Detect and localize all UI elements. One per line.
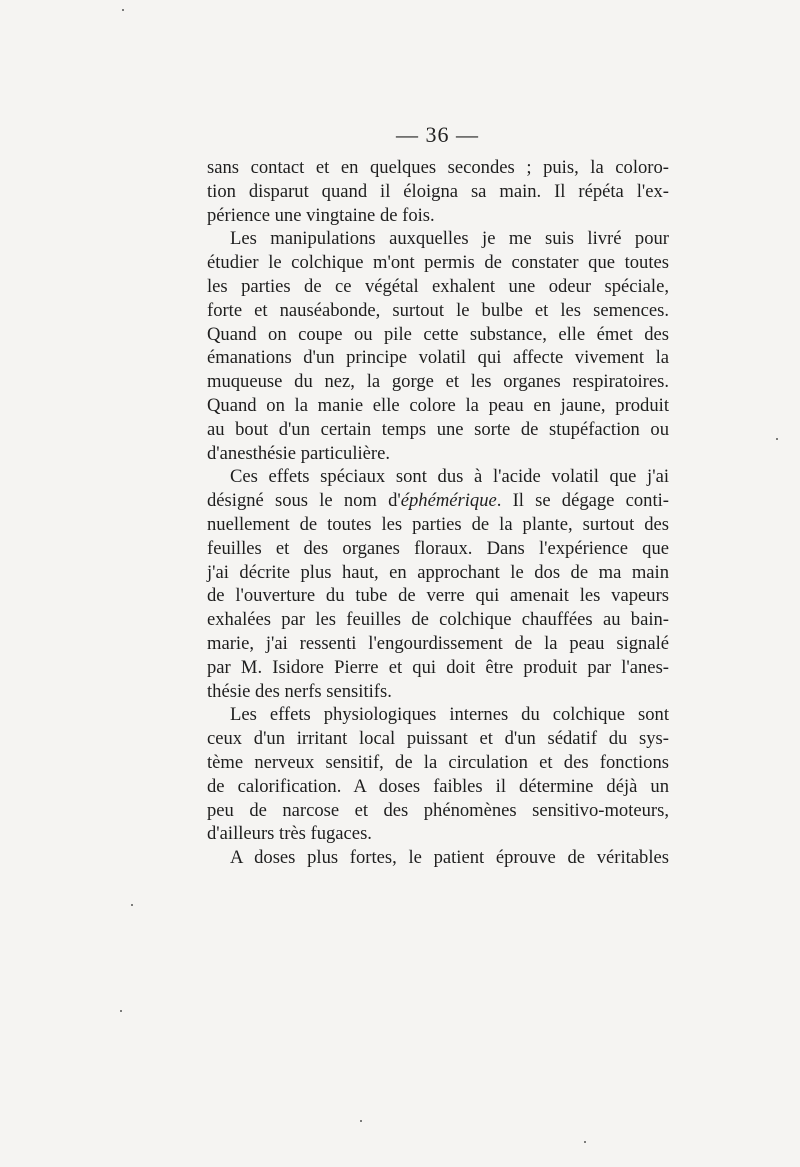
text-line: Ces effets spéciaux sont dus à l'acide volatil que j'ai	[230, 466, 669, 488]
text-line: feuilles et des organes floraux. Dans l'expérience que	[207, 537, 669, 559]
scan-speck	[584, 1141, 586, 1143]
text-fragment: . Il se dégage conti-	[496, 490, 669, 512]
text-line: nuellement de toutes les parties de la plante, surtout des	[207, 513, 669, 535]
text-line: sans contact et en quelques secondes ; puis, la coloro-	[207, 157, 669, 178]
page-number: — 36 —	[396, 122, 479, 147]
text-line: muqueuse du nez, la gorge et les organes respiratoires.	[207, 371, 669, 393]
scan-speck	[776, 438, 778, 440]
body-text	[207, 156, 669, 870]
text-line: thésie des nerfs sensitifs.	[207, 680, 392, 702]
text-line: d'anesthésie particulière.	[207, 442, 391, 464]
scan-speck	[131, 904, 133, 906]
text-fragment: désigné sous le nom d'	[207, 490, 401, 512]
text-line: de l'ouverture du tube de verre qui amenait les vapeurs	[207, 585, 669, 607]
scan-speck	[120, 1010, 122, 1012]
text-line: j'ai décrite plus haut, en approchant le dos de ma main	[207, 561, 669, 583]
text-line: marie, j'ai ressenti l'engourdissement de la peau signalé	[207, 632, 669, 654]
text-line: les parties de ce végétal exhalent une odeur spéciale,	[207, 275, 669, 297]
text-line: tion disparut quand il éloigna sa main. Il répéta l'ex-	[207, 180, 669, 202]
text-line: A doses plus fortes, le patient éprouve de véritables	[230, 847, 669, 869]
text-line: Quand on coupe ou pile cette substance, elle émet des	[207, 323, 669, 345]
text-line: ceux d'un irritant local puissant et d'un sédatif du sys-	[207, 728, 669, 750]
text-line: par M. Isidore Pierre et qui doit être produit par l'anes-	[207, 656, 669, 678]
text-line: Quand on la manie elle colore la peau en jaune, produit	[207, 394, 669, 416]
text-line: périence une vingtaine de fois.	[207, 204, 435, 226]
text-line: Les effets physiologiques internes du colchique sont	[230, 704, 669, 726]
scan-speck	[360, 1120, 362, 1122]
scan-speck	[122, 9, 124, 11]
emphasized-term: éphémérique	[400, 490, 497, 512]
text-line: émanations d'un principe volatil qui affecte vivement la	[207, 347, 669, 369]
text-line: d'ailleurs très fugaces.	[207, 823, 372, 845]
text-line: de calorification. A doses faibles il détermine déjà un	[207, 775, 669, 797]
text-line: tème nerveux sensitif, de la circulation et des fonctions	[207, 751, 669, 773]
text-line: étudier le colchique m'ont permis de constater que toutes	[207, 252, 669, 274]
text-line-with-emphasis	[207, 489, 669, 513]
text-line: au bout d'un certain temps une sorte de stupéfaction ou	[207, 418, 669, 440]
text-line: exhalées par les feuilles de colchique chauffées au bain-	[207, 609, 669, 631]
text-line: forte et nauséabonde, surtout le bulbe et les semences.	[207, 299, 669, 321]
text-line: peu de narcose et des phénomènes sensitivo-moteurs,	[207, 799, 669, 821]
text-line: Les manipulations auxquelles je me suis livré pour	[230, 228, 669, 250]
